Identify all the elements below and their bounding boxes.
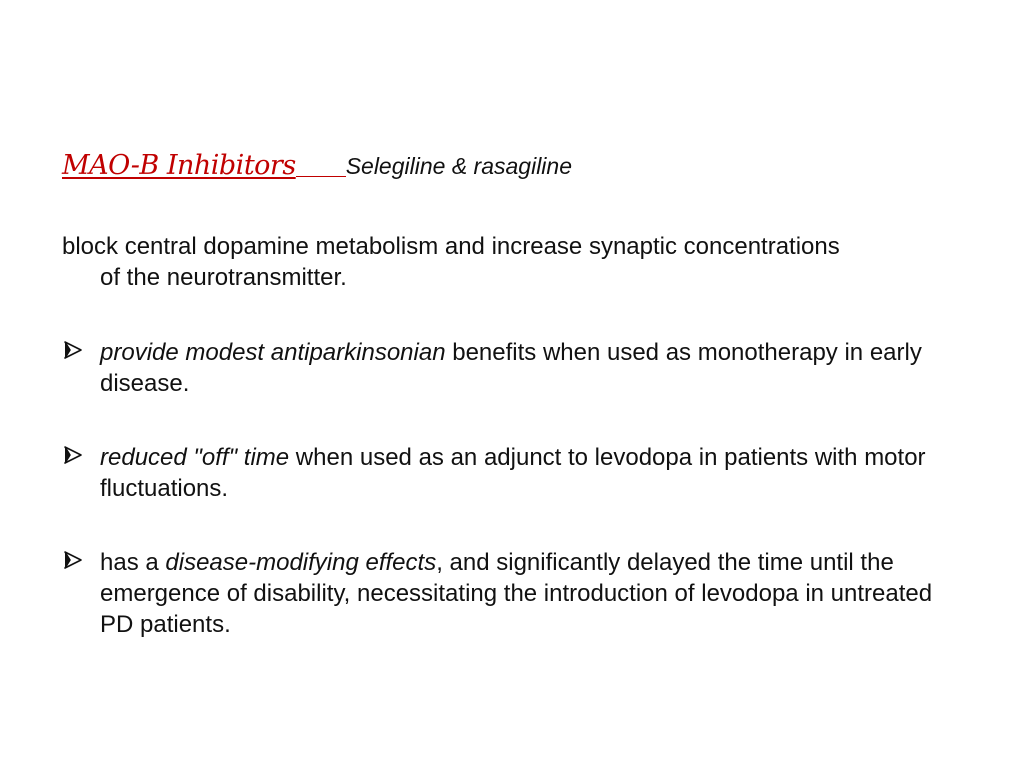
bullet-emphasis: disease-modifying effects xyxy=(165,549,437,576)
bullet-item xyxy=(62,337,962,399)
arrow-bullet-icon xyxy=(62,444,84,466)
bullet-text xyxy=(100,442,962,504)
heading-underline-gap xyxy=(296,175,346,177)
bullet-item xyxy=(62,547,962,640)
arrow-bullet-icon xyxy=(62,339,84,361)
heading-title: MAO-B Inhibitors xyxy=(62,150,296,181)
bullet-rest: when used as an adjunct to levodopa in patients with motor fluctuations. xyxy=(100,444,926,502)
intro-paragraph: block central dopamine metabolism and increase synaptic concentrations of the neurotransmitter. xyxy=(62,233,840,291)
bullet-text xyxy=(100,547,962,640)
bullet-rest: , and significantly delayed the time until the emergence of disability, necessitating the introduction of levodopa in untreated PD patients. xyxy=(100,549,933,638)
arrow-bullet-icon xyxy=(62,549,84,571)
bullet-rest: benefits when used as monotherapy in early disease. xyxy=(100,339,922,397)
bullet-item xyxy=(62,442,962,504)
heading-subtitle: Selegiline & rasagiline xyxy=(345,153,572,179)
bullet-text xyxy=(100,337,962,399)
bullet-emphasis: provide modest antiparkinsonian xyxy=(100,339,446,366)
bullet-prefix: has a xyxy=(100,549,166,576)
bullet-emphasis: reduced "off" time xyxy=(100,444,290,471)
slide-heading xyxy=(62,150,962,181)
